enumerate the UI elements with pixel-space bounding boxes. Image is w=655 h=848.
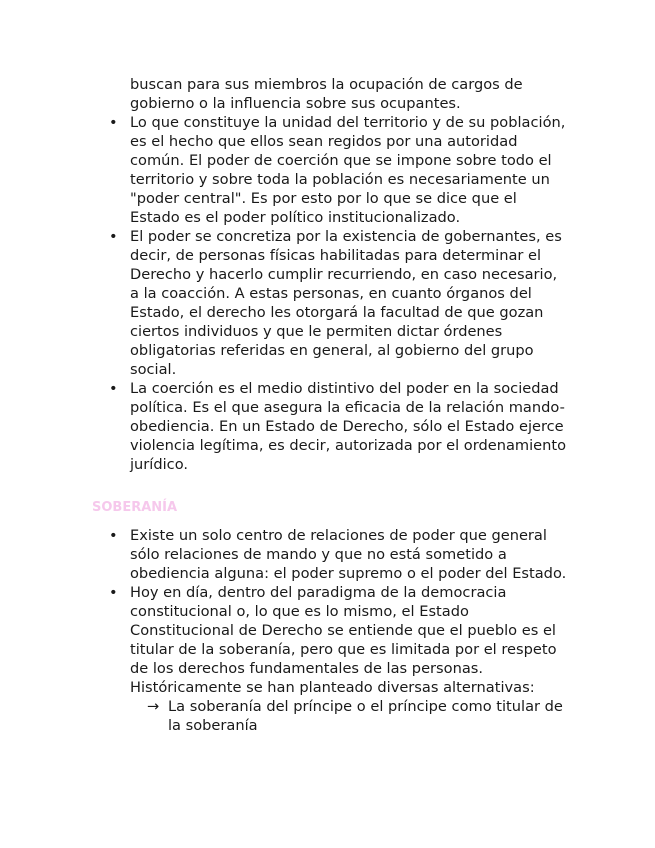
bullet-icon: •: [109, 527, 118, 544]
list-item-text: La coerción es el medio distintivo del poder en la sociedad política. Es el que asegura la eficacia de la relación mando-obediencia. En un Estado de Derecho, sólo el Estado ejerce violencia legítima, es decir, autorizada por el ordenamiento jurídico.: [130, 380, 567, 473]
bullet-icon: •: [109, 228, 118, 245]
bullet-icon: •: [109, 114, 118, 131]
bullet-list-sovereignty: [109, 526, 570, 735]
list-item-text: El poder se concretiza por la existencia de gobernantes, es decir, de personas físicas habilitadas para determinar el Derecho y hacerlo cumplir recurriendo, en caso necesario, a la coacción. A estas personas, en cuanto órganos del Estado, el derecho les otorgará la facultad de que gozan ciertos individuos y que le permiten dictar órdenes obligatorias referidas en general, al gobierno del grupo social.: [130, 228, 562, 378]
bullet-icon: •: [109, 380, 118, 397]
bullet-icon: •: [109, 584, 118, 601]
section-heading: SOBERANÍA: [92, 500, 178, 515]
list-item: [109, 526, 570, 583]
arrow-right-icon: →: [147, 698, 160, 715]
list-item-text: Hoy en día, dentro del paradigma de la democracia constitucional o, lo que es lo mismo, el Estado Constitucional de Derecho se entiende que el pueblo es el titular de la soberanía, pero que es limitada por el respeto de los derechos fundamentales de las personas. Históricamente se han planteado diversas alternativas:: [130, 584, 557, 696]
list-item-text: Existe un solo centro de relaciones de poder que general sólo relaciones de mando y que no está sometido a obediencia alguna: el poder supremo o el poder del Estado.: [130, 527, 567, 582]
sub-bullet-list: [147, 697, 570, 735]
list-item: [109, 113, 570, 227]
intro-continuation: buscan para sus miembros la ocupación de cargos de gobierno o la influencia sobre sus ocupantes.: [130, 76, 523, 112]
list-item: [109, 379, 570, 474]
bullet-list-state-power: [109, 113, 570, 474]
list-item: [109, 227, 570, 379]
sub-list-item-text: La soberanía del príncipe o el príncipe como titular de la soberanía: [168, 698, 563, 734]
list-item: [109, 583, 570, 735]
list-item-text: Lo que constituye la unidad del territorio y de su población, es el hecho que ellos sean regidos por una autoridad común. El poder de coerción que se impone sobre todo el territorio y sobre toda la población es necesariamente un "poder central". Es por esto por lo que se dice que el Estado es el poder político institucionalizado.: [130, 114, 566, 226]
sub-list-item: [147, 697, 570, 735]
